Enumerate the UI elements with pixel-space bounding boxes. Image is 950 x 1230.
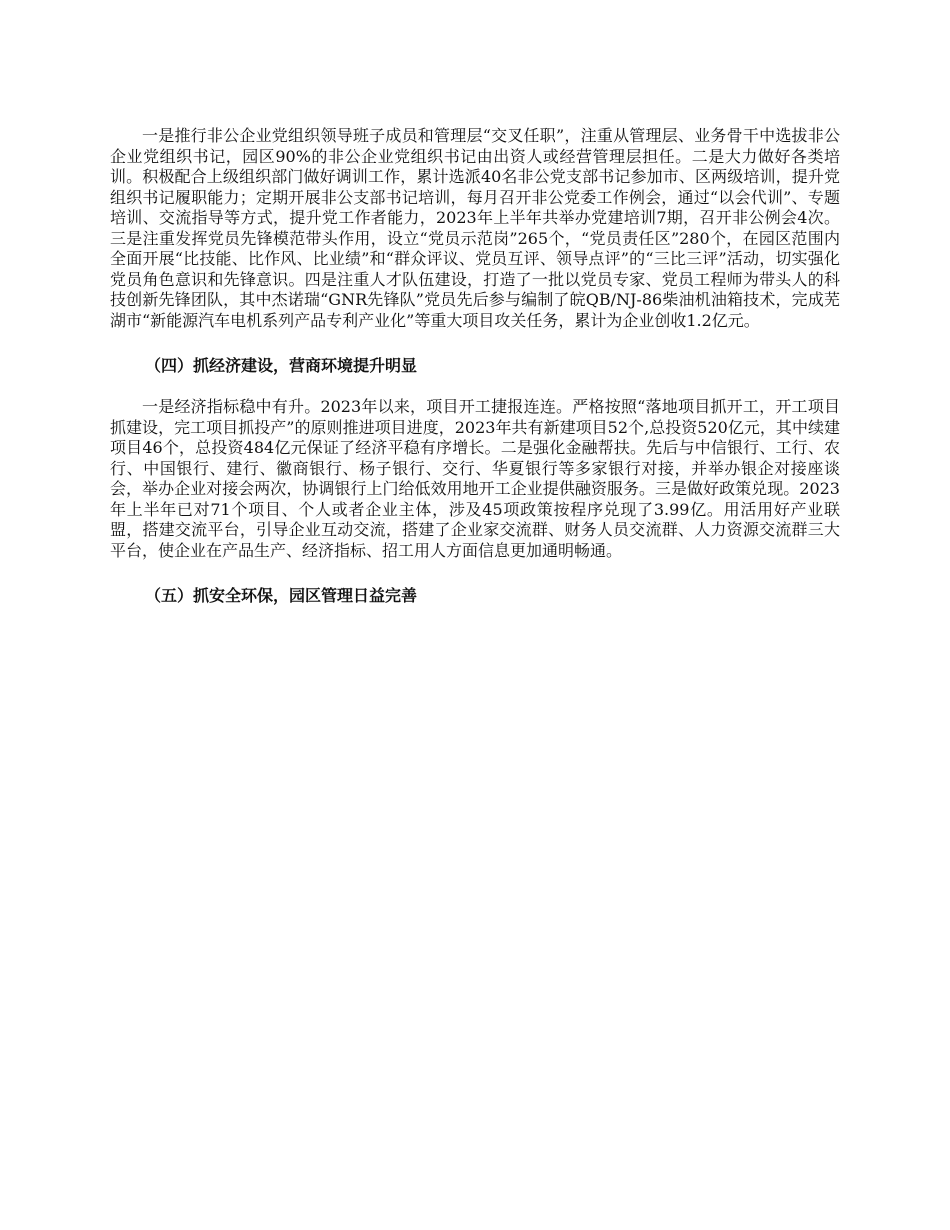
section-heading-economy: （四）抓经济建设，营商环境提升明显 bbox=[145, 356, 418, 375]
section-heading-safety: （五）抓安全环保，园区管理日益完善 bbox=[145, 586, 418, 605]
paragraph-party-building: 一是推行非公企业党组织领导班子成员和管理层“交叉任职”，注重从管理层、业务骨干中选拔非公企业党组织书记，园区90%的非公企业党组织书记由出资人或经营管理层担任。二是大力做好各类培训。积极配合上级组织部门做好调训工作，累计选派40名非公党支部书记参加市、区两级培训，提升党组织书记履职能力；定期开展非公支部书记培训，每月召开非公党委工作例会，通过“以会代训”、专题培训、交流指导等方式，提升党工作者能力，2023年上半年共举办党建培训7期，召开非公例会4次。三是注重发挥党员先锋模范带头作用，设立“党员示范岗”265个，“党员责任区”280个，在园区范围内全面开展“比技能、比作风、比业绩”和“群众评议、党员互评、领导点评”的“三比三评”活动，切实强化党员角色意识和先锋意识。四是注重人才队伍建设，打造了一批以党员专家、党员工程师为带头人的科技创新先锋团队，其中杰诺瑞“GNR先锋队”党员先后参与编制了皖QB/NJ-86柴油机油箱技术，完成芜湖市“新能源汽车电机系列产品专利产业化”等重大项目攻关任务，累计为企业创收1.2亿元。 bbox=[110, 126, 840, 330]
paragraph-economy: 一是经济指标稳中有升。2023年以来，项目开工捷报连连。严格按照“落地项目抓开工，开工项目抓建设，完工项目抓投产”的原则推进项目进度，2023年共有新建项目52个,总投资520亿元，其中续建项目46个，总投资484亿元保证了经济平稳有序增长。二是强化金融帮扶。先后与中信银行、工行、农行、中国银行、建行、徽商银行、杨子银行、交行、华夏银行等多家银行对接，并举办银企对接座谈会，举办企业对接会两次，协调银行上门给低效用地开工企业提供融资服务。三是做好政策兑现。2023年上半年已对71个项目、个人或者企业主体，涉及45项政策按程序兑现了3.99亿。用活用好产业联盟，搭建交流平台，引导企业互动交流，搭建了企业家交流群、财务人员交流群、人力资源交流群三大平台，使企业在产品生产、经济指标、招工用人方面信息更加通明畅通。 bbox=[110, 397, 840, 560]
document-body bbox=[110, 126, 840, 606]
spacer bbox=[110, 376, 840, 397]
spacer bbox=[110, 561, 840, 586]
spacer bbox=[110, 331, 840, 356]
